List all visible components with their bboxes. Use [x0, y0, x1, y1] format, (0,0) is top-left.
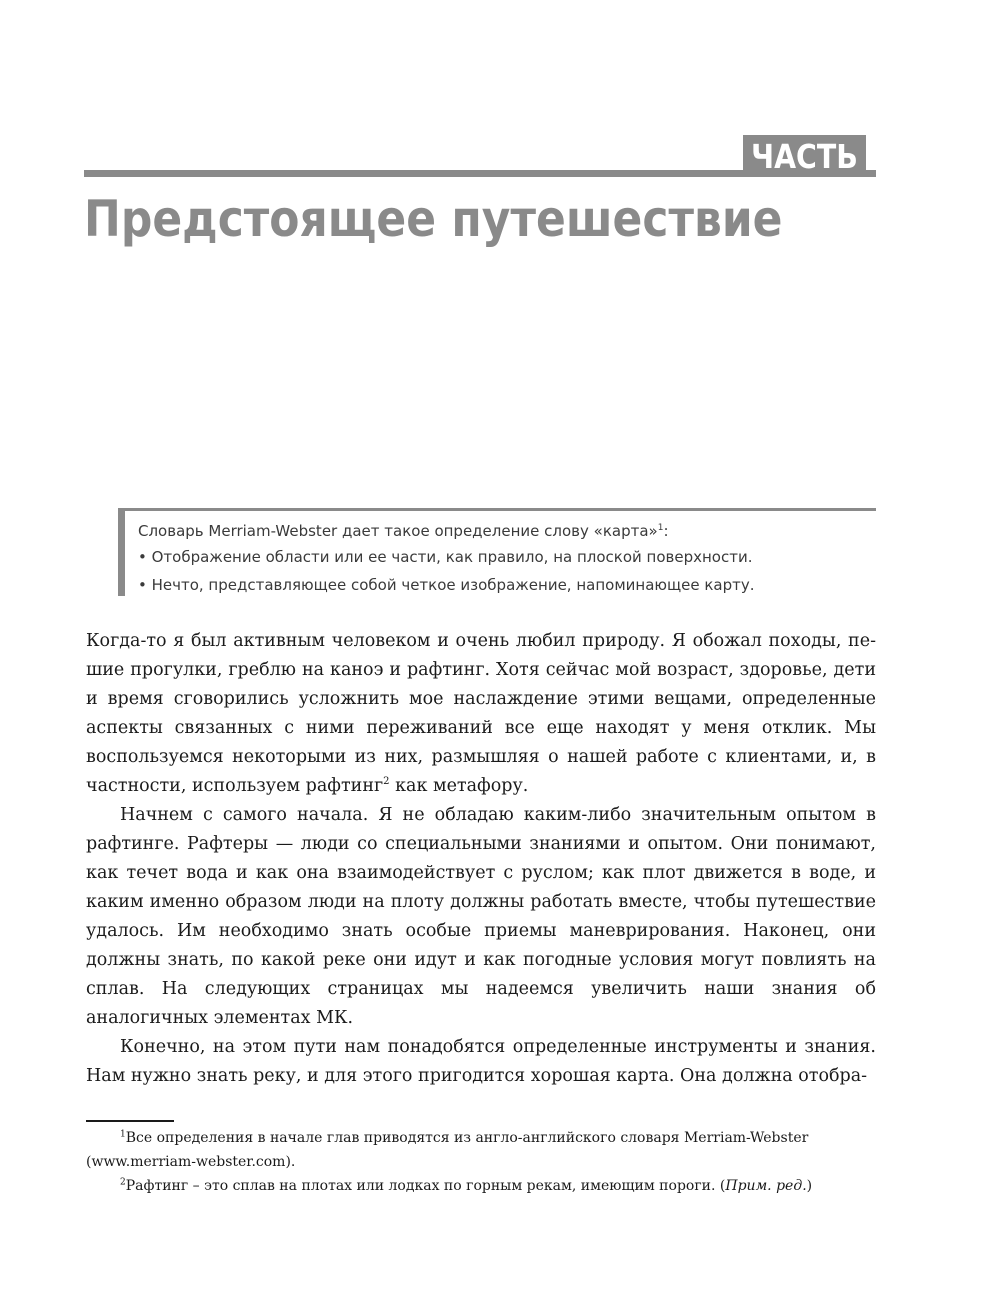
- epigraph-top-rule: [118, 508, 876, 511]
- epigraph-bullet-1: • Отображение области или ее части, как правило, на плоской поверхности.: [138, 548, 753, 566]
- paragraph-3: Конечно, на этом пути нам понадобятся определенные инструменты и знания. Нам нужно знать реку, и для этого пригодится хорошая карта. Она должна отобра-: [86, 1037, 876, 1086]
- epigraph-intro: Словарь Merriam-Webster дает такое определение слову «карта»$^1$:: [138, 522, 669, 540]
- epigraph-box: [118, 508, 876, 596]
- paragraph-2: Начнем с самого начала. Я не обладаю каким-либо значительным опытом в рафтинге. Рафтеры — люди со специальными знаниями и опытом. Они понимают, как течет вода и как она взаимодействует с руслом; как плот движется в воде, и каким именно образом люди на плоту должны работать вместе, чтобы путешествие удалось. Им необходимо знать особые приемы маневрирования. Наконец, они должны знать, по какой реке они идут и как погодные условия могут повлиять на сплав. На следующих страницах мы надеемся увеличить наши знания об аналогичных элементах МК.: [86, 805, 876, 1028]
- epigraph-bullet-2: • Нечто, представляющее собой четкое изображение, напоминающее карту.: [138, 576, 755, 594]
- footnote-ref-2[interactable]: 2: [383, 776, 390, 788]
- main-text: [86, 627, 876, 1091]
- footnote-ref-1[interactable]: 1: [657, 523, 664, 533]
- footnote-1: $^1$Все определения в начале глав приводятся из англо-английского словаря Merriam-Webster (www.merriam-webster.com).: [86, 1129, 809, 1170]
- epigraph-side-bar: [118, 508, 125, 596]
- footnote-separator: [86, 1120, 174, 1122]
- paragraph-1: Когда-то я был активным человеком и очень любил природу. Я обожал походы, пешие прогулки, греблю на каноэ и рафтинг. Хотя сейчас мой возраст, здоровье, дети и время сговорились усложнить мое наслаждение этими вещами, определенные аспекты связанных с ними переживаний все еще находят у меня отклик. Мы воспользуемся некоторыми из них, размышляя о нашей работе с клиентами, и, в частности, используем рафтинг$^2$ как метафору.: [86, 631, 876, 796]
- footnote-2: $^2$Рафтинг – это сплав на плотах или лодках по горным рекам, имеющим пороги. (Прим. ред.): [120, 1177, 813, 1194]
- part-label: ЧАСТЬ I: [743, 135, 866, 177]
- footnotes: [86, 1126, 876, 1198]
- chapter-title: Предстоящее путешествие: [84, 190, 783, 248]
